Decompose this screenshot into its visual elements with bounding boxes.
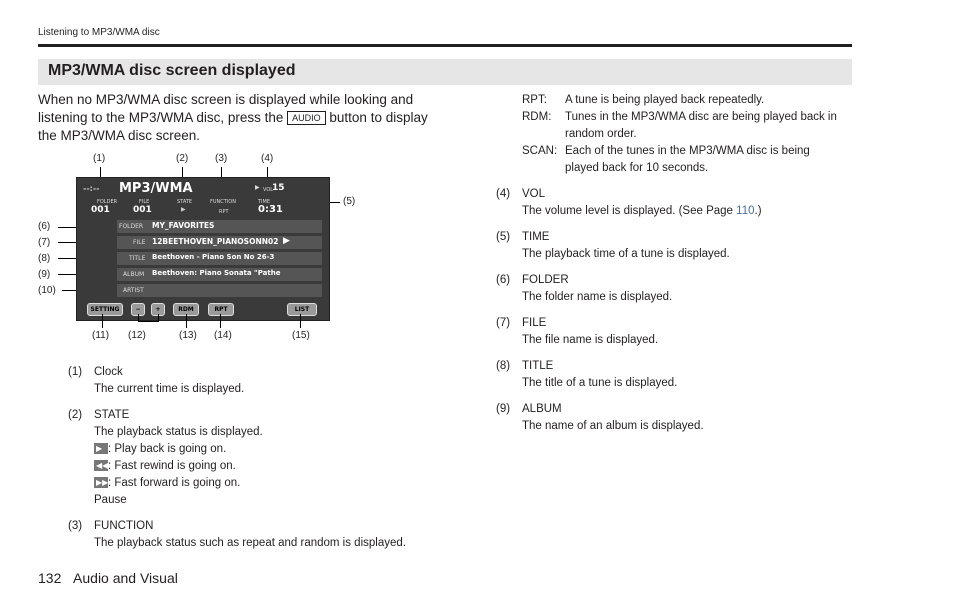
callout-9: (9) xyxy=(38,269,51,280)
screen-row-artist xyxy=(117,284,322,297)
screen-folder-small: FOLDER xyxy=(97,199,118,205)
screen-title: MP3/WMA xyxy=(119,181,193,196)
screen-rpt-small: RPT xyxy=(219,209,229,215)
screen-rdm-button: RDM xyxy=(173,303,199,316)
callout-13: (13) xyxy=(179,330,197,341)
item-3-number: (3) xyxy=(68,520,83,532)
callout-15: (15) xyxy=(292,330,310,341)
screen-file-num: 001 xyxy=(133,205,152,215)
screen-rpt-button: RPT xyxy=(208,303,234,316)
screen-play-icon: ▶ xyxy=(255,184,260,191)
fast-forward-icon: ▶▶ xyxy=(96,478,109,487)
item-1-number: (1) xyxy=(68,366,83,378)
item-8-desc: The title of a tune is displayed. xyxy=(522,377,678,389)
screen-vol-label: VOL xyxy=(263,187,274,193)
section-title: MP3/WMA disc screen displayed xyxy=(48,62,296,79)
screen-row-artist-label: ARTIST xyxy=(123,287,144,294)
item-8-name: TITLE xyxy=(522,360,554,372)
screen-time-small: TIME xyxy=(258,199,271,205)
item-5-number: (5) xyxy=(496,231,511,243)
callout-10: (10) xyxy=(38,285,56,296)
rewind-icon: ◀◀ xyxy=(96,461,109,470)
mode-scan-text: Each of the tunes in the MP3/WMA disc is being played back for 10 seconds. xyxy=(565,145,810,174)
item-2-pause: Pause xyxy=(94,494,127,506)
item-2-desc: The playback status is displayed. xyxy=(94,426,263,438)
play-icon: ▶ xyxy=(94,443,108,454)
item-2-number: (2) xyxy=(68,409,83,421)
item-3-desc: The playback status such as repeat and random is displayed. xyxy=(94,537,406,549)
screen-clock: --:-- xyxy=(83,184,100,193)
intro-paragraph xyxy=(38,91,428,145)
item-9-name: ALBUM xyxy=(522,403,562,415)
item-7-desc: The file name is displayed. xyxy=(522,334,659,346)
callout-line-11 xyxy=(102,314,103,328)
audio-key: AUDIO xyxy=(287,111,326,125)
footer-section: Audio and Visual xyxy=(73,570,178,586)
item-4-number: (4) xyxy=(496,188,511,200)
screen-vol-value: 15 xyxy=(272,183,285,193)
item-8-number: (8) xyxy=(496,360,511,372)
item-2-forward-text: : Fast forward is going on. xyxy=(108,477,241,489)
screen-row-title-label: TITLE xyxy=(129,255,146,262)
item-6-desc: The folder name is displayed. xyxy=(522,291,673,303)
mode-rpt-key: RPT: xyxy=(522,94,547,106)
callout-8: (8) xyxy=(38,253,51,264)
screen-list-button: LIST xyxy=(287,303,317,316)
callout-line-15 xyxy=(300,314,301,328)
item-4-desc xyxy=(522,203,762,220)
item-9-desc: The name of an album is displayed. xyxy=(522,420,704,432)
item-6-name: FOLDER xyxy=(522,274,569,286)
item-1-desc: The current time is displayed. xyxy=(94,383,245,395)
callout-line-12c xyxy=(138,321,159,322)
callout-line-14 xyxy=(220,314,221,328)
screen-file-small: FILE xyxy=(139,199,150,205)
callout-14: (14) xyxy=(214,330,232,341)
callout-3: (3) xyxy=(215,153,228,164)
screen-state-icon: ▶ xyxy=(181,206,186,213)
screen-row-title-value: Beethoven - Piano Son No 26-3 xyxy=(152,253,275,261)
screen-folder-num: 001 xyxy=(91,205,110,215)
mode-rdm-text: Tunes in the MP3/WMA disc are being played back in random order. xyxy=(565,111,837,140)
mode-scan-key: SCAN: xyxy=(522,145,558,157)
screen-row-folder-label: FOLDER xyxy=(119,223,144,230)
item-4-desc-text: The volume level is displayed. (See Page xyxy=(522,205,737,217)
intro-text-after: button to display the MP3/WMA disc screen. xyxy=(38,110,428,143)
screen-row-folder xyxy=(117,220,322,233)
item-7-name: FILE xyxy=(522,317,547,329)
intro-text-before: When no MP3/WMA disc screen is displayed while looking and listening to the MP3/WMA disc, press the xyxy=(38,92,414,125)
screen-setting-button: SETTING xyxy=(87,303,123,316)
mode-rdm-key: RDM: xyxy=(522,111,552,123)
item-2-rewind-text: : Fast rewind is going on. xyxy=(108,460,236,472)
item-2-play-text: : Play back is going on. xyxy=(108,443,227,455)
running-header: Listening to MP3/WMA disc xyxy=(38,27,160,38)
item-9-number: (9) xyxy=(496,403,511,415)
callout-6: (6) xyxy=(38,221,51,232)
callout-5: (5) xyxy=(343,196,356,207)
mp3-screen-image xyxy=(76,177,330,321)
callout-7: (7) xyxy=(38,237,51,248)
item-2-play-line xyxy=(94,441,226,458)
screen-row-file-value: 12BEETHOVEN_PIANOSONN02 xyxy=(152,237,279,246)
item-2-forward-line xyxy=(94,475,240,492)
callout-11: (11) xyxy=(92,330,110,341)
callout-12: (12) xyxy=(128,330,146,341)
item-7-number: (7) xyxy=(496,317,511,329)
item-4-desc-end: .) xyxy=(754,205,762,217)
item-6-number: (6) xyxy=(496,274,511,286)
item-2-rewind-line xyxy=(94,458,236,475)
screen-time-value: 0:31 xyxy=(258,204,283,215)
screen-file-arrow-icon: ▶ xyxy=(283,236,290,246)
callout-4: (4) xyxy=(261,153,274,164)
callout-1: (1) xyxy=(93,153,106,164)
screen-minus-button: − xyxy=(131,303,145,316)
screen-row-file-label: FILE xyxy=(133,239,146,246)
page-number: 132 xyxy=(38,570,62,586)
item-5-name: TIME xyxy=(522,231,550,243)
screen-plus-button: + xyxy=(151,303,165,316)
item-2-name: STATE xyxy=(94,409,130,421)
header-rule xyxy=(38,44,852,47)
item-3-name: FUNCTION xyxy=(94,520,154,532)
callout-line-13 xyxy=(186,314,187,328)
mode-rpt-text: A tune is being played back repeatedly. xyxy=(565,94,765,106)
screen-state-small: STATE xyxy=(177,199,193,205)
screen-function-small: FUNCTION xyxy=(210,199,236,205)
item-1-name: Clock xyxy=(94,366,123,378)
callout-2: (2) xyxy=(176,153,189,164)
item-4-name: VOL xyxy=(522,188,546,200)
screen-row-album-value: Beethoven: Piano Sonata "Pathe xyxy=(152,269,281,277)
item-5-desc: The playback time of a tune is displayed. xyxy=(522,248,730,260)
screen-row-folder-value: MY_FAVORITES xyxy=(152,221,215,230)
footer xyxy=(38,570,178,586)
screen-row-album-label: ALBUM xyxy=(123,271,145,278)
page-110-link[interactable]: 110 xyxy=(736,205,755,217)
